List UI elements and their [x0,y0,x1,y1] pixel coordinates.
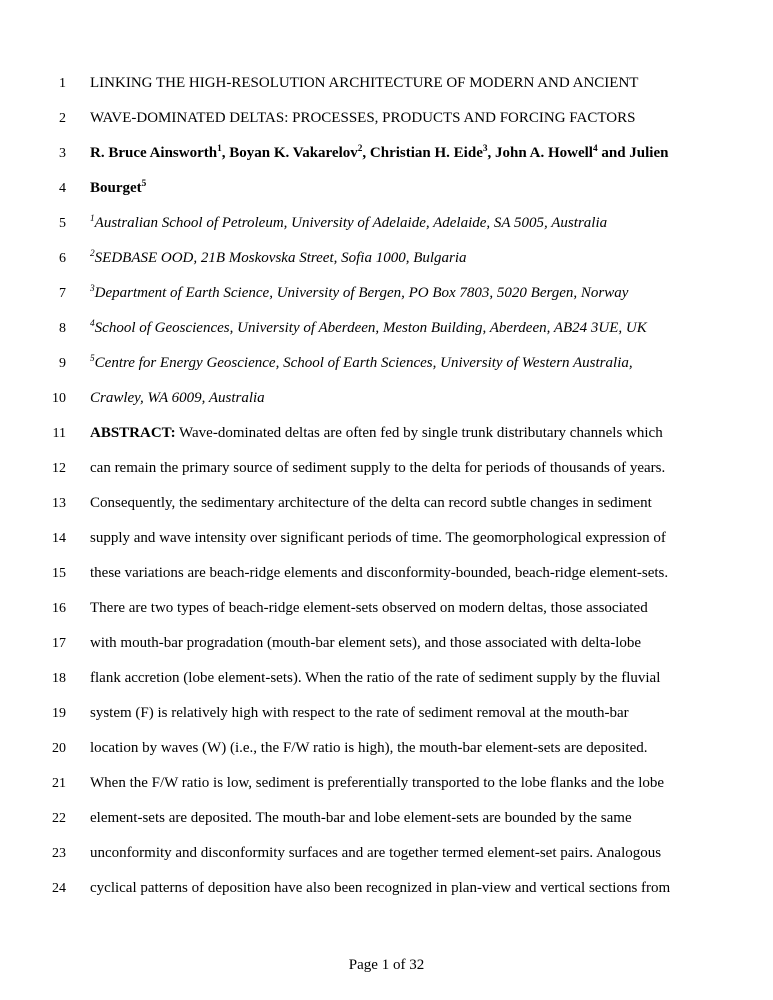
manuscript-line [0,801,773,836]
line-number: 11 [52,426,66,441]
manuscript-line [0,486,773,521]
line-number: 17 [52,636,66,651]
line-number: 7 [59,286,66,301]
text-segment: 2 [357,144,363,154]
line-number: 21 [52,776,66,791]
text-segment: element-sets are deposited. The mouth-bar and lobe element-sets are bounded by the same [90,810,632,826]
text-segment: There are two types of beach-ridge element-sets observed on modern deltas, those associated [90,600,648,616]
text-segment: , Christian H. Eide [362,145,483,161]
manuscript-line [0,591,773,626]
text-segment: 1 [90,214,95,224]
text-segment: School of Geosciences, University of Aberdeen, Meston Building, Aberdeen, AB24 3UE, UK [94,320,647,336]
text-segment: can remain the primary source of sediment supply to the delta for periods of thousands of years. [90,460,666,476]
line-number: 24 [52,881,66,896]
line-text [90,591,690,626]
line-text [90,766,690,801]
manuscript-line [0,171,773,206]
text-segment: Department of Earth Science, University of Bergen, PO Box 7803, 5020 Bergen, Norway [94,285,629,301]
text-segment: system (F) is relatively high with respect to the rate of sediment removal at the mouth-bar [90,705,629,721]
manuscript-line [0,731,773,766]
page-footer: Page 1 of 32 [348,957,425,973]
line-text [90,801,690,836]
line-number: 6 [59,251,66,266]
line-number: 2 [59,111,66,126]
manuscript-line [0,661,773,696]
manuscript-line [0,556,773,591]
text-segment: , Boyan K. Vakarelov [221,145,358,161]
line-text [90,731,690,766]
manuscript-line [0,451,773,486]
text-segment: supply and wave intensity over significant periods of time. The geomorphological expression of [90,530,666,546]
line-text [90,486,690,521]
manuscript-line [0,871,773,906]
text-segment: ABSTRACT: [90,425,176,441]
line-text [90,346,690,381]
text-segment: unconformity and disconformity surfaces and are together termed element-set pairs. Analogous [90,845,662,861]
manuscript-line [0,381,773,416]
line-text [90,871,690,906]
text-segment: When the F/W ratio is low, sediment is preferentially transported to the lobe flanks and the lobe [90,775,665,791]
text-segment: 4 [592,144,598,154]
line-text [90,521,690,556]
text-segment: 4 [90,319,95,329]
line-text [90,241,690,276]
line-text [90,66,690,101]
text-segment: location by waves (W) (i.e., the F/W ratio is high), the mouth-bar element-sets are deposited. [90,740,648,756]
line-number: 10 [52,391,66,406]
line-number: 8 [59,321,66,336]
text-segment: WAVE-DOMINATED DELTAS: PROCESSES, PRODUCTS AND FORCING FACTORS [90,110,636,126]
manuscript-line [0,696,773,731]
line-number: 14 [52,531,66,546]
manuscript-line [0,836,773,871]
text-segment: Australian School of Petroleum, University of Adelaide, Adelaide, SA 5005, Australia [94,215,608,231]
text-segment: Centre for Energy Geoscience, School of Earth Sciences, University of Western Australia, [94,355,633,371]
line-number: 4 [59,181,66,196]
text-segment: LINKING THE HIGH-RESOLUTION ARCHITECTURE OF MODERN AND ANCIENT [90,75,639,91]
manuscript-body [0,66,773,906]
line-text [90,451,690,486]
text-segment: Wave-dominated deltas are often fed by single trunk distributary channels which [175,425,663,441]
line-number: 12 [52,461,66,476]
line-number: 1 [59,76,66,91]
text-segment: SEDBASE OOD, 21B Moskovska Street, Sofia 1000, Bulgaria [94,250,467,266]
text-segment: 5 [141,179,147,189]
manuscript-line [0,66,773,101]
text-segment: 1 [217,144,222,154]
text-segment: Bourget [90,180,142,196]
line-text [90,171,690,206]
manuscript-line [0,521,773,556]
manuscript-line [0,626,773,661]
line-text [90,416,690,451]
text-segment: 2 [90,249,95,259]
manuscript-line [0,101,773,136]
line-number: 20 [52,741,66,756]
line-number: 9 [59,356,66,371]
text-segment: 5 [90,354,95,364]
line-number: 18 [52,671,66,686]
text-segment: 3 [482,144,488,154]
text-segment: and Julien [597,145,669,161]
line-text [90,556,690,591]
manuscript-line [0,346,773,381]
text-segment: these variations are beach-ridge elements and disconformity-bounded, beach-ridge element-sets. [90,565,669,581]
manuscript-line [0,136,773,171]
line-text [90,101,690,136]
line-text [90,836,690,871]
manuscript-line [0,276,773,311]
text-segment: R. Bruce Ainsworth [90,145,218,161]
line-number: 23 [52,846,66,861]
line-text [90,276,690,311]
line-text [90,136,690,171]
line-text [90,696,690,731]
text-segment: Crawley, WA 6009, Australia [90,390,265,406]
line-number: 5 [59,216,66,231]
line-number: 15 [52,566,66,581]
line-text [90,661,690,696]
line-text [90,206,690,241]
manuscript-line [0,206,773,241]
text-segment: , John A. Howell [487,145,593,161]
text-segment: 3 [90,284,95,294]
line-text [90,626,690,661]
manuscript-line [0,241,773,276]
line-number: 22 [52,811,66,826]
text-segment: cyclical patterns of deposition have also been recognized in plan-view and vertical sections from [90,880,671,896]
text-segment: with mouth-bar progradation (mouth-bar element sets), and those associated with delta-lobe [90,635,642,651]
line-text [90,311,690,346]
line-number: 16 [52,601,66,616]
line-number: 3 [59,146,66,161]
line-number: 13 [52,496,66,511]
text-segment: Consequently, the sedimentary architecture of the delta can record subtle changes in sediment [90,495,652,511]
text-segment: flank accretion (lobe element-sets). When the ratio of the rate of sediment supply by the fluvial [90,670,661,686]
manuscript-line [0,416,773,451]
manuscript-line [0,311,773,346]
line-number: 19 [52,706,66,721]
line-text [90,381,690,416]
manuscript-line [0,766,773,801]
